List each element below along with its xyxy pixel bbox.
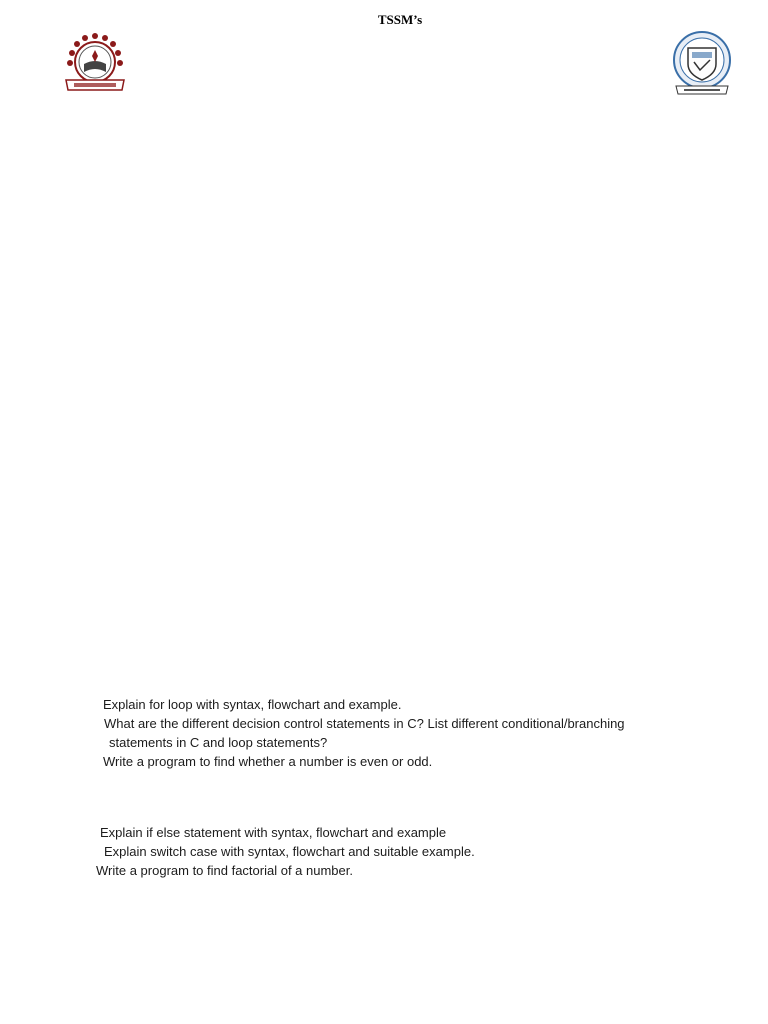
- question-switch-case: Explain switch case with syntax, flowchart and suitable example.: [104, 844, 475, 859]
- question-for-loop: Explain for loop with syntax, flowchart and example.: [103, 697, 402, 712]
- question-decision-control-continued: statements in C and loop statements?: [109, 735, 328, 750]
- question-decision-control: What are the different decision control statements in C? List different conditional/branching: [104, 716, 625, 731]
- question-factorial: Write a program to find factorial of a number.: [96, 863, 353, 878]
- question-if-else: Explain if else statement with syntax, flowchart and example: [100, 825, 447, 840]
- page-header-title: TSSM’s: [377, 12, 423, 27]
- question-even-odd: Write a program to find whether a number is even or odd.: [103, 754, 433, 769]
